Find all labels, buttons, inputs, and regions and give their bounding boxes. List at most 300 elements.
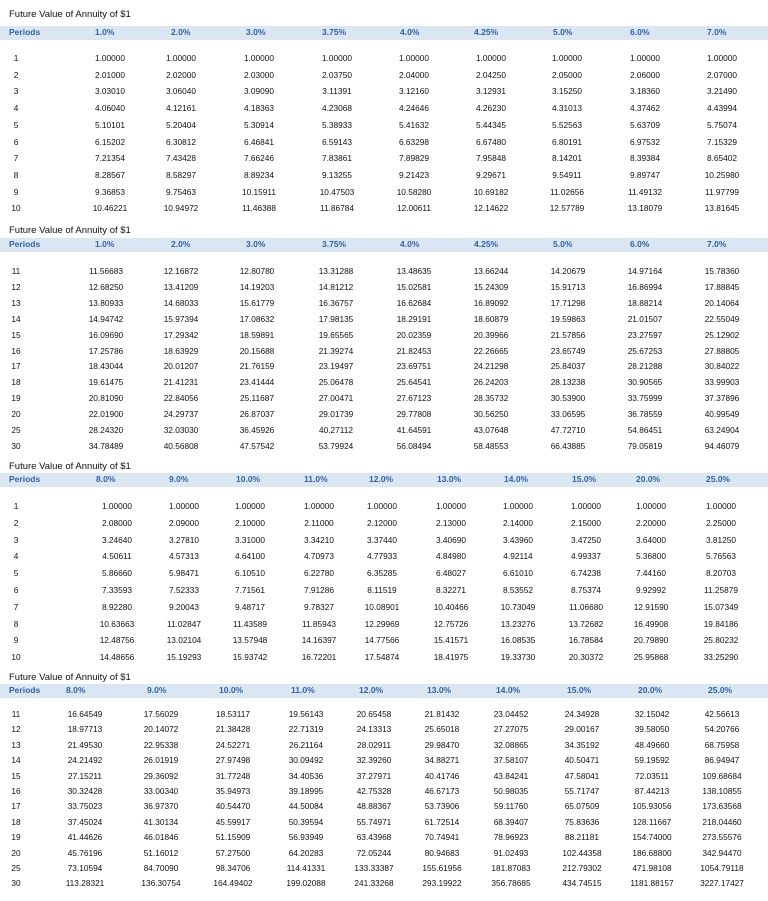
table-cell: 33.75999: [627, 393, 663, 404]
table-cell: 29.36092: [143, 770, 179, 781]
table-cell: 19.33730: [500, 652, 536, 663]
rate-header: 7.0%: [707, 239, 727, 249]
table-cell: 27.67123: [396, 393, 432, 404]
rate-header: 11.0%: [291, 685, 315, 695]
table-cell: 15.61779: [239, 297, 275, 308]
table-cell: 32.15042: [634, 709, 670, 719]
table-cell: 6.35285: [367, 568, 397, 579]
table-cell: 33.75023: [67, 801, 103, 812]
table-cell: 4.12161: [166, 103, 196, 114]
table-cell: 11.56683: [89, 266, 123, 276]
table-cell: 40.27112: [319, 425, 353, 435]
table-cell: 2.25000: [706, 517, 736, 528]
table-cell: 30.56250: [473, 409, 509, 420]
rate-header: 20.0%: [636, 474, 661, 484]
table-cell: 14.20679: [550, 266, 586, 276]
table-cell: 33.06595: [550, 409, 586, 420]
table-cell: 40.50471: [564, 755, 600, 766]
period-label: 16: [11, 345, 21, 356]
table-cell: 1.00000: [304, 501, 334, 511]
rate-header: 5.0%: [553, 239, 573, 249]
table-cell: 9.13255: [322, 169, 352, 180]
table-cell: 17.98135: [318, 313, 354, 324]
table-cell: 7.66246: [244, 153, 274, 164]
table-cell: 17.56029: [143, 709, 179, 719]
table-cell: 16.64549: [67, 709, 103, 719]
period-label: 10: [11, 203, 21, 214]
rate-header: 12.0%: [369, 474, 394, 484]
table-cell: 16.89092: [473, 297, 509, 308]
table-cell: 20.79890: [633, 635, 669, 646]
table-cell: 2.07000: [707, 69, 737, 80]
table-cell: 22.71319: [288, 724, 324, 735]
table-cell: 24.52271: [215, 739, 251, 750]
table-cell: 13.66244: [473, 266, 509, 276]
table-cell: 5.76563: [706, 551, 736, 562]
table-cell: 66.43885: [550, 440, 586, 451]
table-cell: 15.97394: [163, 313, 199, 324]
table-cell: 65.07509: [564, 801, 600, 812]
period-label: 4: [13, 551, 19, 562]
table-cell: 2.14000: [503, 517, 533, 528]
period-label: 14: [11, 755, 21, 766]
table-cell: 21.82453: [396, 345, 432, 356]
table-cell: 50.98035: [493, 786, 529, 796]
table-cell: 94.46079: [704, 440, 740, 451]
table-cell: 73.10594: [67, 863, 103, 873]
table-cell: 342.94470: [702, 847, 742, 858]
table-cell: 7.71561: [235, 585, 265, 595]
table-cell: 20.81090: [88, 393, 124, 404]
table-cell: 12.00611: [397, 203, 431, 214]
table-cell: 15.78360: [704, 266, 740, 276]
table-cell: 2.11000: [304, 517, 334, 528]
table-cell: 29.98470: [424, 739, 460, 750]
table-cell: 114.41331: [286, 863, 326, 873]
rate-header: 4.25%: [474, 27, 499, 37]
table-cell: 28.35732: [473, 393, 509, 404]
table-cell: 6.15202: [95, 136, 125, 147]
table-cell: 1.00000: [399, 53, 429, 63]
table-cell: 2.01000: [95, 69, 125, 80]
table-header: [0, 238, 768, 252]
table-header: [0, 26, 768, 40]
table-cell: 18.63929: [163, 345, 199, 356]
table-cell: 2.06000: [630, 69, 660, 80]
table-cell: 11.97799: [705, 186, 739, 197]
table-cell: 27.97498: [215, 755, 251, 766]
table-cell: 56.93949: [288, 832, 324, 843]
table-cell: 25.67253: [627, 345, 663, 356]
table-cell: 4.43994: [707, 103, 737, 114]
table-cell: 1.00000: [367, 501, 397, 511]
table-cell: 12.29969: [364, 618, 400, 629]
table-cell: 218.04460: [702, 816, 742, 827]
table-cell: 138.10855: [702, 786, 742, 796]
table-cell: 5.36800: [636, 551, 666, 562]
table-cell: 356.78685: [491, 878, 531, 889]
rate-header: 2.0%: [171, 239, 191, 249]
table-cell: 13.81645: [704, 203, 740, 214]
table-cell: 14.81212: [318, 281, 354, 292]
table-cell: 1.00000: [630, 53, 660, 63]
table-cell: 11.02847: [167, 618, 201, 629]
table-cell: 13.72682: [568, 618, 604, 629]
table-cell: 3.09090: [244, 86, 274, 97]
table-cell: 7.43428: [166, 153, 196, 164]
table-cell: 14.16397: [301, 635, 337, 646]
table-cell: 10.94972: [163, 203, 199, 214]
table-cell: 10.40466: [433, 601, 469, 612]
table-cell: 45.59917: [215, 816, 251, 827]
table-cell: 102.44358: [562, 847, 602, 858]
table-cell: 24.13313: [356, 724, 392, 735]
table-cell: 7.95848: [476, 153, 506, 164]
table-cell: 1.00000: [436, 501, 466, 511]
table-cell: 5.63709: [630, 119, 660, 130]
rate-header: 10.0%: [236, 474, 261, 484]
table-cell: 1.00000: [707, 53, 737, 63]
table-cell: 24.29737: [163, 409, 199, 420]
table-cell: 10.08901: [364, 601, 400, 612]
table-cell: 10.46221: [92, 203, 128, 214]
table-cell: 173.63568: [702, 801, 742, 812]
table-cell: 25.11687: [240, 393, 274, 404]
table-cell: 23.19497: [318, 361, 354, 372]
period-label: 13: [11, 297, 21, 308]
table-cell: 12.75726: [433, 618, 469, 629]
table-cell: 11.06680: [569, 601, 603, 612]
table-cell: 2.04250: [476, 69, 506, 80]
period-label: 1: [13, 501, 19, 511]
table-cell: 34.78489: [88, 440, 124, 451]
table-cell: 5.41632: [399, 119, 429, 130]
table-cell: 1.00000: [571, 501, 601, 511]
rate-header: 1.0%: [95, 27, 115, 37]
table-cell: 27.27075: [493, 724, 529, 735]
table-cell: 34.88271: [424, 755, 460, 766]
table-cell: 55.71747: [564, 786, 600, 796]
table-cell: 53.79924: [318, 440, 354, 451]
table-cell: 17.88845: [704, 281, 740, 292]
period-label: 1: [13, 53, 19, 63]
table-cell: 12.91590: [633, 601, 669, 612]
period-label: 25: [11, 863, 21, 873]
table-cell: 15.19293: [166, 652, 202, 663]
table-cell: 25.80232: [703, 635, 739, 646]
table-cell: 3.40690: [436, 534, 466, 545]
table-cell: 21.39274: [318, 345, 354, 356]
table-cell: 46.67173: [424, 786, 460, 796]
table-cell: 25.64541: [396, 377, 432, 388]
table-cell: 13.48635: [396, 266, 432, 276]
table-cell: 273.55576: [702, 832, 742, 843]
periods-header: Periods: [9, 474, 41, 484]
table-cell: 31.77248: [215, 770, 251, 781]
rate-header: 14.0%: [504, 474, 529, 484]
table-cell: 29.00167: [564, 724, 600, 735]
table-cell: 9.75463: [166, 186, 196, 197]
table-cell: 2.03000: [244, 69, 274, 80]
rate-header: 6.0%: [630, 239, 650, 249]
table-cell: 45.76196: [67, 847, 103, 858]
period-label: 19: [11, 832, 21, 843]
table-cell: 4.50611: [102, 551, 132, 562]
period-label: 11: [11, 709, 21, 719]
table-cell: 8.39384: [630, 153, 660, 164]
table-cell: 87.44213: [634, 786, 670, 796]
table-cell: 27.00471: [318, 393, 354, 404]
table-cell: 10.63663: [99, 618, 135, 629]
table-cell: 18.43044: [88, 361, 124, 372]
table-cell: 4.77933: [367, 551, 397, 562]
table-cell: 3.21490: [707, 86, 737, 97]
table-cell: 1181.88157: [630, 878, 674, 889]
table-cell: 55.74971: [356, 816, 392, 827]
table-cell: 18.41975: [433, 652, 469, 663]
period-label: 12: [11, 281, 21, 292]
table-cell: 18.29191: [396, 313, 432, 324]
table-cell: 19.65565: [318, 329, 354, 340]
table-cell: 54.20766: [704, 724, 740, 735]
rate-header: 1.0%: [95, 239, 115, 249]
table-cell: 2.08000: [102, 517, 132, 528]
table-section-4: [0, 672, 768, 901]
table-cell: 2.20000: [636, 517, 666, 528]
table-cell: 14.48656: [99, 652, 135, 663]
rate-header: 3.75%: [322, 239, 347, 249]
table-cell: 29.01739: [318, 409, 354, 420]
table-cell: 10.25980: [704, 169, 740, 180]
rate-header: 13.0%: [437, 474, 462, 484]
table-cell: 11.02656: [550, 186, 584, 197]
table-cell: 25.65018: [424, 724, 460, 735]
table-cell: 16.08535: [500, 635, 536, 646]
table-cell: 3.31000: [235, 534, 265, 545]
table-cell: 1.00000: [476, 53, 506, 63]
table-cell: 88.21181: [565, 832, 599, 843]
table-cell: 1.00000: [552, 53, 582, 63]
rate-header: 25.0%: [708, 685, 733, 695]
table-cell: 6.22780: [304, 568, 334, 579]
period-label: 3: [13, 86, 19, 97]
table-cell: 5.20404: [166, 119, 196, 130]
table-cell: 36.45926: [239, 425, 275, 435]
table-cell: 6.46841: [244, 136, 274, 147]
table-cell: 32.03030: [163, 425, 199, 435]
table-cell: 241.33268: [354, 878, 394, 889]
table-cell: 7.83861: [322, 153, 352, 164]
table-cell: 33.25290: [703, 652, 739, 663]
table-cell: 8.92280: [102, 601, 132, 612]
rate-header: 6.0%: [630, 27, 650, 37]
table-cell: 98.34706: [215, 863, 251, 873]
table-cell: 3.15250: [552, 86, 582, 97]
table-cell: 22.84056: [163, 393, 199, 404]
table-cell: 6.10510: [235, 568, 265, 579]
table-cell: 30.53900: [550, 393, 586, 404]
table-cell: 51.16012: [143, 847, 179, 858]
table-cell: 25.95868: [633, 652, 669, 663]
table-cell: 293.19922: [422, 878, 462, 889]
rate-header: 7.0%: [707, 27, 727, 37]
table-cell: 68.39407: [493, 816, 529, 827]
period-label: 25: [11, 425, 21, 435]
table-cell: 3.34210: [304, 534, 334, 545]
table-cell: 12.48756: [99, 635, 135, 646]
table-cell: 12.80780: [239, 266, 275, 276]
table-cell: 9.29671: [476, 169, 506, 180]
table-cell: 5.30914: [244, 119, 274, 130]
rate-header: 25.0%: [706, 474, 731, 484]
table-cell: 6.67480: [476, 136, 506, 147]
table-cell: 24.34928: [564, 709, 600, 719]
table-cell: 3.24640: [102, 534, 132, 545]
rate-header: 3.75%: [322, 27, 347, 37]
table-cell: 51.15909: [215, 832, 251, 843]
table-cell: 9.54911: [552, 169, 582, 180]
table-cell: 9.89747: [630, 169, 660, 180]
table-cell: 20.02359: [396, 329, 432, 340]
table-cell: 15.07349: [703, 601, 739, 612]
period-label: 8: [13, 169, 19, 180]
table-cell: 10.58280: [396, 186, 432, 197]
table-cell: 16.72201: [301, 652, 337, 663]
table-cell: 13.02104: [166, 635, 202, 646]
table-cell: 33.99903: [704, 377, 740, 388]
table-cell: 8.53552: [503, 585, 533, 595]
table-cell: 21.81432: [424, 709, 460, 719]
table-cell: 1.00000: [322, 53, 352, 63]
table-cell: 9.92992: [636, 585, 666, 595]
table-cell: 23.69751: [396, 361, 432, 372]
table-cell: 17.08632: [239, 313, 275, 324]
table-header: [0, 684, 768, 698]
table-cell: 109.68684: [702, 770, 742, 781]
table-cell: 15.93742: [232, 652, 268, 663]
table-cell: 1.00000: [166, 53, 196, 63]
rate-header: 10.0%: [219, 685, 244, 695]
table-cell: 17.54874: [364, 652, 400, 663]
table-cell: 18.97713: [67, 724, 103, 735]
table-cell: 22.95338: [143, 739, 179, 750]
table-cell: 2.13000: [436, 517, 466, 528]
table-section-1: [0, 0, 768, 222]
table-cell: 3.43960: [503, 534, 533, 545]
table-cell: 19.56143: [288, 709, 324, 719]
table-cell: 1.00000: [636, 501, 666, 511]
rate-header: 8.0%: [96, 474, 116, 484]
table-cell: 13.23276: [500, 618, 536, 629]
table-cell: 35.94973: [215, 786, 251, 796]
table-cell: 2.05000: [552, 69, 582, 80]
table-cell: 59.19592: [634, 755, 670, 766]
table-cell: 18.59891: [239, 329, 275, 340]
table-cell: 3.64000: [636, 534, 666, 545]
period-label: 4: [13, 103, 19, 114]
table-cell: 155.61956: [422, 863, 462, 873]
table-cell: 19.59863: [550, 313, 586, 324]
table-cell: 42.75328: [356, 786, 392, 796]
table-cell: 3.11391: [322, 86, 352, 97]
rate-header: 3.0%: [246, 27, 266, 37]
table-cell: 23.65749: [550, 345, 586, 356]
table-cell: 3.47250: [571, 534, 601, 545]
table-cell: 41.64591: [396, 425, 432, 435]
table-cell: 3.03010: [95, 86, 125, 97]
period-label: 16: [11, 786, 21, 796]
table-cell: 15.41571: [433, 635, 469, 646]
table-cell: 21.38428: [215, 724, 251, 735]
table-cell: 11.49132: [628, 186, 662, 197]
period-label: 13: [11, 739, 21, 750]
rate-header: 4.0%: [400, 27, 420, 37]
table-cell: 5.10101: [95, 119, 125, 130]
table-cell: 54.86451: [627, 425, 663, 435]
table-cell: 30.90565: [627, 377, 663, 388]
table-cell: 10.15911: [242, 186, 276, 197]
table-cell: 471.98108: [632, 863, 672, 873]
table-cell: 17.29342: [163, 329, 199, 340]
table-cell: 2.12000: [367, 517, 397, 528]
table-cell: 24.21492: [67, 755, 103, 766]
period-label: 6: [13, 136, 19, 147]
table-cell: 29.77808: [396, 409, 432, 420]
table-cell: 4.64100: [235, 551, 265, 562]
table-cell: 28.24320: [88, 425, 124, 435]
table-cell: 30.09492: [288, 755, 324, 766]
table-cell: 11.25879: [704, 585, 738, 595]
table-cell: 25.84037: [550, 361, 586, 372]
table-cell: 6.61010: [503, 568, 533, 579]
table-cell: 7.52333: [169, 585, 199, 595]
table-cell: 6.63298: [399, 136, 429, 147]
table-cell: 17.25786: [88, 345, 124, 356]
table-cell: 40.56808: [163, 440, 199, 451]
period-label: 17: [11, 361, 21, 372]
table-cell: 18.53117: [216, 709, 250, 719]
table-cell: 15.24309: [473, 281, 509, 292]
table-cell: 181.87083: [491, 863, 531, 873]
rate-header: 13.0%: [427, 685, 452, 695]
table-cell: 2.09000: [169, 517, 199, 528]
table-cell: 136.30754: [141, 878, 181, 889]
table-cell: 36.97370: [143, 801, 179, 812]
table-cell: 1.00000: [244, 53, 274, 63]
table-cell: 13.80933: [88, 297, 124, 308]
rate-header: 20.0%: [638, 685, 663, 695]
table-cell: 23.27597: [627, 329, 663, 340]
table-cell: 22.01900: [88, 409, 124, 420]
table-cell: 47.58041: [564, 770, 600, 781]
table-cell: 8.75374: [571, 585, 601, 595]
table-cell: 6.97532: [630, 136, 660, 147]
table-cell: 16.78584: [568, 635, 604, 646]
table-cell: 20.15688: [239, 345, 275, 356]
table-cell: 43.07648: [473, 425, 509, 435]
table-title: Future Value of Annuity of $1: [9, 225, 131, 236]
table-cell: 16.09690: [88, 329, 124, 340]
table-cell: 8.58297: [166, 169, 196, 180]
table-cell: 1.00000: [503, 501, 533, 511]
table-cell: 9.48717: [235, 601, 265, 612]
period-label: 2: [13, 69, 19, 80]
table-cell: 4.70973: [304, 551, 334, 562]
table-cell: 7.21354: [95, 153, 125, 164]
table-cell: 33.00340: [143, 786, 179, 796]
table-cell: 6.80191: [552, 136, 582, 147]
period-label: 15: [11, 329, 21, 340]
